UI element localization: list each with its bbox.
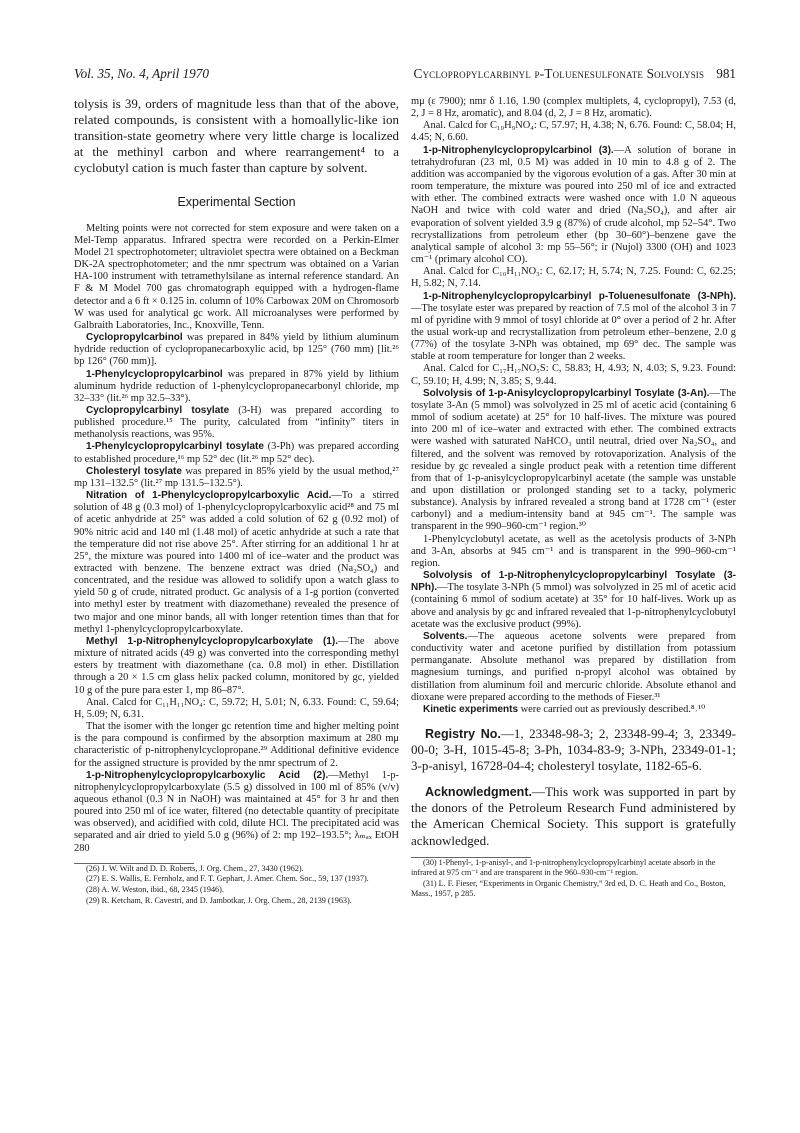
running-title: Cyclopropylcarbinyl p-Toluenesulfonate Solvolysis [413,66,705,81]
paragraph-heading: Methyl 1-p-Nitrophenylcyclopropylcarboxylate (1). [86,635,338,647]
registry-heading: Registry No. [425,726,501,741]
footnote: (29) R. Ketcham, R. Cavestri, and D. Jambotkar, J. Org. Chem., 28, 2139 (1963). [86,895,352,905]
paragraph: Cyclopropylcarbinol was prepared in 84% yield by lithium aluminum hydride reduction of cyclopropanecarboxylic acid, bp 125° (760 mm) [lit.²⁶ bp 126° (760 mm)]. [74,332,399,368]
acknowledgment-heading: Acknowledgment. [425,785,532,800]
analysis-paragraph: Anal. Calcd for C₁₇H₁₇NO₅S: C, 58.83; H, 4.93; N, 4.03; S, 9.23. Found: C, 59.10; H, 4.99; N, 3.85; S, 9.44. [411,363,736,387]
paragraph: Solvents.—The aqueous acetone solvents were prepared from conductivity water and acetone purified by distillation from potassium permanganate. Absolute methanol was prepared by distillation from magnesium turnings, and purified n-propyl alcohol was obtained by distillation from aluminum foil and mercuric chloride. Absolute ethanol and dioxane were prepared according to the methods of Fieser.³¹ [411,630,736,703]
footnotes-left [74,864,399,906]
paragraph-heading: 1-Phenylcyclopropylcarbinyl tosylate [86,441,264,453]
paragraph: 1-p-Nitrophenylcyclopropylcarbinyl p-Toluenesulfonate (3-NPh).—The tosylate ester was prepared by reaction of 7.5 mol of the alcohol 3 in 7 ml of pyridine with 9 mmol of tosyl chloride at 0° over a period of 2 hr. After the usual work-up and recrystallization from petroleum ether–benzene, 2.0 g (77%) of the tosylate 3-NPh was obtained, mp 69° dec. The sample was stable at room temperature for longer than 2 weeks. [411,290,736,363]
paragraph: 1-Phenylcyclopropylcarbinyl tosylate (3-Ph) was prepared according to established procedure,¹⁶ mp 52° dec (lit.²⁶ mp 52° dec). [74,441,399,465]
paragraph-heading: 1-p-Nitrophenylcyclopropylcarbinyl p-Toluenesulfonate (3-NPh). [423,290,736,302]
paragraph: Cholesteryl tosylate was prepared in 85% yield by the usual method,²⁷ mp 131–132.5° (lit.²⁷ mp 131.5–132.5°). [74,465,399,489]
analysis-paragraph: Anal. Calcd for C₁₁H₁₁NO₄: C, 59.72; H, 5.01; N, 6.33. Found: C, 59.64; H, 5.09; N, 6.31. [74,696,399,720]
paragraph: Solvolysis of 1-p-Anisylcyclopropylcarbinyl Tosylate (3-An).—The tosylate 3-An (5 mmol) was solvolyzed in 25 ml of acetic acid (containing 6 mmol of sodium acetate) at 25° for 10 half-lives. The mixture was poured into 200 ml of ice–water and extracted with ether. The combined extracts were washed with saturated NaHCO₃ until neutral, dried over Na₂SO₄, and filtered, and the solvent was removed by rotovaporization. Analysis of the residue by gc revealed a single product peak with a retention time different from that of 1-p-anisylcyclopropylcarbinyl acetate (the sample was unstable and upon distillation or prolonged standing set to a tacky, polymeric substance). Analysis by infrared revealed a strong band at 1728 cm⁻¹ (ester carbonyl) and a medium-intensity band at 945 cm⁻¹. The sample was transparent in the 990–960-cm⁻¹ region.³⁰ [411,387,736,533]
analysis-paragraph: Anal. Calcd for C₁₀H₉NO₄: C, 57.97; H, 4.38; N, 6.76. Found: C, 58.04; H, 4.45; N, 6.60. [411,120,736,144]
paragraph: 1-Phenylcyclopropylcarbinol was prepared in 87% yield by lithium aluminum hydride reduction of 1-phenylcyclopropanecarbonyl chloride, mp 32–33° (lit.²⁶ mp 32.5–33°). [74,368,399,404]
paragraph: Cyclopropylcarbinyl tosylate (3-H) was prepared according to published procedure.¹⁵ The purity, calculated from “infinity” titers in methanolysis reactions, was 95%. [74,404,399,441]
section-heading: Experimental Section [177,195,296,210]
paragraph: Solvolysis of 1-p-Nitrophenylcyclopropylcarbinyl Tosylate (3-NPh).—The tosylate 3-NPh (5 mmol) was solvolyzed in 25 ml of acetic acid (containing 6 mmol of sodium acetate) at 35° for 10 half-lives. Work up as above and analysis by gc and infrared revealed that 1-p-nitrophenylcyclobutyl acetate was the exclusive product (99%). [411,570,736,630]
paragraph-heading: Solvents. [423,630,468,642]
paragraph: That the isomer with the longer gc retention time and higher melting point is the para compound is confirmed by the absorption maximum at 280 mμ characteristic of p-nitrophenylcyclopropane.²⁹ Additional definitive evidence for the assigned structure is provided by the nmr spectrum of 2. [74,721,399,769]
paragraph-heading: 1-Phenylcyclopropylcarbinol [86,368,223,380]
footnote: (28) A. W. Weston, ibid., 68, 2345 (1946). [86,884,224,894]
left-column [74,96,399,906]
footnote: (27) E. S. Wallis, E. Fernholz, and F. T. Gephart, J. Amer. Chem. Soc., 59, 137 (1937). [86,874,369,884]
paragraph: 1-p-Nitrophenylcyclopropylcarboxylic Acid (2).—Methyl 1-p-nitrophenylcyclopropylcarboxylate (5.5 g) dissolved in 100 ml of 85% (v/v) aqueous ethanol (0.3 N in NaOH) was maintained at 45° for 3 hr and then poured into 250 ml of ice water, filtered (no detectable quantity of precipitate was observed), and acidified with cold, dilute HCl. The precipitated acid was separated and air dried to yield 5.0 g (96%) of 2: mp 192–193.5°; λₘₐₓ EtOH 280 [74,769,399,854]
paragraph: 1-p-Nitrophenylcyclopropylcarbinol (3).—A solution of borane in tetrahydrofuran (23 ml, 0.5 M) was added in 10 min to 4.8 g of 2. The addition was accompanied by the vigorous evolution of a gas. After 30 min at room temperature, the mixture was poured into 250 ml of ice and extracted with ether. The combined extracts were washed once with 1.0 N aqueous NaOH and twice with cold water and dried (Na₂SO₄), and after air evaporation of solvent yielded 3.9 g (87%) of crude alcohol, mp 52–54°. Two recrystallizations from petroleum ether (bp 30–60°)–benzene gave the analytical sample of alcohol 3: mp 55–56°; ir (Nujol) 3300 (OH) and 1023 cm⁻¹ (primary alcohol CO). [411,144,736,266]
footnote: (31) L. F. Fieser, “Experiments in Organic Chemistry,” 3rd ed, D. C. Heath and Co., Boston, Mass., 1957, p 285. [411,878,726,899]
paragraph: Nitration of 1-Phenylcyclopropylcarboxylic Acid.—To a stirred solution of 48 g (0.3 mol) of 1-phenylcyclopropylcarboxylic acid²⁸ and 75 ml of acetic anhydride at 25° was added a cold solution of 62 g (0.92 mol) of 90% nitric acid and 140 ml (1.48 mol) of acetic anhydride at such a rate that the temperature did not rise above 25°. After stirring for an additional 1 hr at 25°, the mixture was poured into 1400 ml of ice–water and the product was extracted with benzene. The benzene extract was dried (Na₂SO₄) and concentrated, and the residue was allowed to solidify upon a watch glass to yield 50 g of crude, nitrated product. Gc analysis of a 1-g portion (converted into methyl ester by treatment with diazomethane) revealed the presence of two major and one minor bands, all with longer retention times than that for methyl 1-phenylcyclopropylcarboxylate. [74,490,399,635]
paragraph: Kinetic experiments were carried out as previously described.⁸˒¹⁰ [423,703,706,715]
paragraph-heading: 1-p-Nitrophenylcyclopropylcarbinol (3). [423,144,614,156]
footnote: (26) J. W. Wilt and D. D. Roberts, J. Org. Chem., 27, 3430 (1962). [86,863,304,873]
journal-issue: Vol. 35, No. 4, April 1970 [74,66,209,81]
paragraph-heading: Nitration of 1-Phenylcyclopropylcarboxylic Acid. [86,490,332,502]
paragraph-heading: Solvolysis of 1-p-Anisylcyclopropylcarbinyl Tosylate (3-An). [423,387,710,399]
right-column [411,96,736,900]
acknowledgment: Acknowledgment.—This work was supported in part by the donors of the Petroleum Research Fund administered by the American Chemical Society. This support is gratefully acknowledged. [411,784,736,848]
analysis-paragraph: Anal. Calcd for C₁₀H₁₁NO₃: C, 62.17; H, 5.74; N, 7.25. Found: C, 62.25; H, 5.82; N, 7.14. [411,266,736,290]
paragraph: Methyl 1-p-Nitrophenylcyclopropylcarboxylate (1).—The above mixture of nitrated acids (49 g) was converted into the corresponding methyl esters by treatment with diazomethane (ca. 0.8 mol) in ether. Distillation through a 20 × 1.5 cm glass helix packed column, monitored by gc, yielded 10 g of the pure para ester 1, mp 86–87°. [74,635,400,696]
footnotes-right [411,858,736,900]
paragraph-heading: Cyclopropylcarbinyl tosylate [86,404,230,416]
intro-paragraph: tolysis is 39, orders of magnitude less than that of the above, related compounds, is consistent with a homoallylic-like ion transition-state geometry where very little charge is localized at the methinyl carbon and where rearrangement⁴ to a cyclobutyl cation is much faster than capture by solvent. [74,96,399,176]
footnote: (30) 1-Phenyl-, 1-p-anisyl-, and 1-p-nitrophenylcyclopropylcarbinyl acetate absorb in the infrared at 975 cm⁻¹ and are transparent in the 960–930-cm⁻¹ region. [411,857,716,878]
paragraph: 1-Phenylcyclobutyl acetate, as well as the acetolysis products of 3-NPh and 3-An, absorbs at 945 cm⁻¹ and is transparent in the 990–960-cm⁻¹ region. [411,533,736,569]
page-number: 981 [716,66,736,81]
page-header [74,66,736,84]
paragraph-heading: Cyclopropylcarbinol [86,332,183,344]
paragraph-heading: Cholesteryl tosylate [86,465,182,477]
paragraph: mμ (ε 7900); nmr δ 1.16, 1.90 (complex multiplets, 4, cyclopropyl), 7.53 (d, 2, J = 8 Hz, aromatic), and 8.04 (d, 2, J = 8 Hz, aromatic). [411,96,736,120]
paragraph-heading: Solvolysis of 1-p-Nitrophenylcyclopropylcarbinyl Tosylate (3-NPh). [411,570,736,594]
paragraph-heading: Kinetic experiments [423,703,519,715]
paragraph-heading: 1-p-Nitrophenylcyclopropylcarboxylic Acid (2). [86,769,329,781]
registry-numbers: Registry No.—1, 23348-98-3; 2, 23348-99-4; 3, 23349-00-0; 3-H, 1015-45-8; 3-Ph, 1034-83-9; 3-NPh, 23349-01-1; 3-p-anisyl, 16728-04-4; cholesteryl tosylate, 1182-65-6. [411,725,736,774]
paragraph: Melting points were not corrected for stem exposure and were taken on a Mel-Temp apparatus. Infrared spectra were recorded on a Perkin-Elmer Model 21 spectrophotometer; ultraviolet spectra were obtained on a Beckman DK-2A spectrophotometer; and the nmr spectrum was obtained on a Varian HA-100 instrument with tetramethylsilane as internal reference standard. An F & M Model 700 gas chromatograph equipped with a hydrogen-flame detector and a 6 ft × 0.125 in. column of 10% Carbowax 20M on Chromosorb W was used for analytical gc work. All microanalyses were performed by Galbraith Laboratories, Inc., Knoxville, Tenn. [74,222,399,331]
